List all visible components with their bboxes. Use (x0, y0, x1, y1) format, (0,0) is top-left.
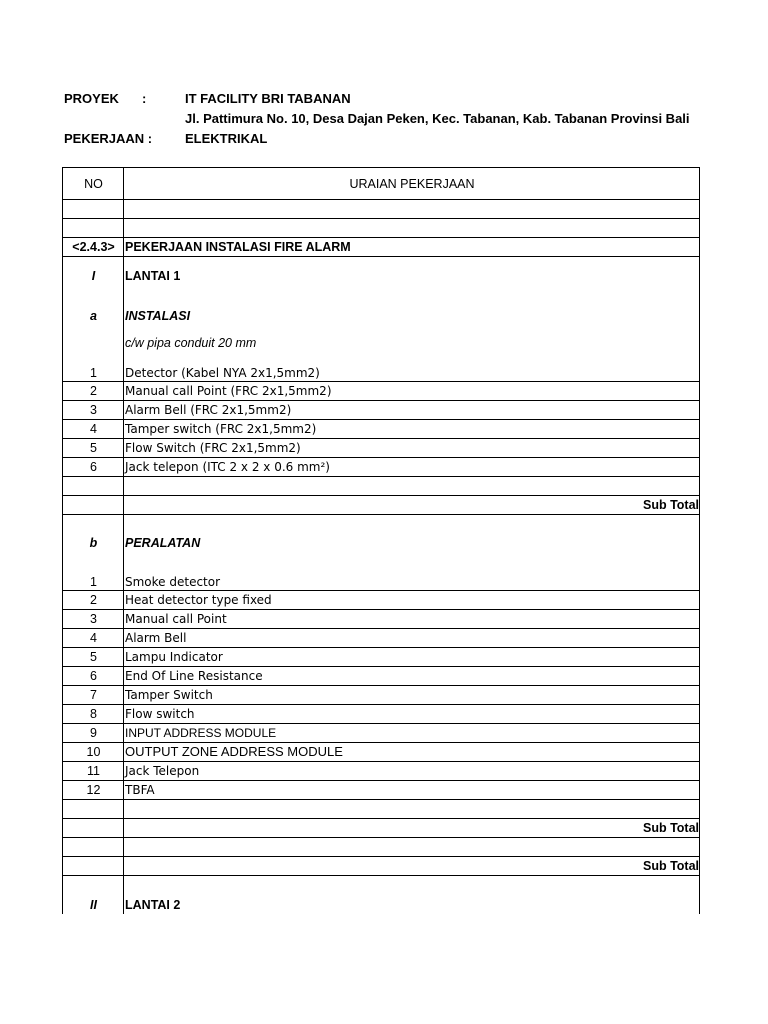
item-no: 2 (63, 382, 124, 401)
group-letter: a (63, 296, 124, 336)
item-no: 4 (63, 420, 124, 439)
table-row (63, 686, 700, 705)
subtotal-row (63, 857, 700, 876)
table-row (63, 439, 700, 458)
item-desc: Tamper switch (FRC 2x1,5mm2) (124, 420, 700, 439)
table-row (63, 705, 700, 724)
item-desc: OUTPUT ZONE ADDRESS MODULE (124, 743, 700, 762)
floor-title: LANTAI 1 (124, 257, 700, 296)
proyek-label: PROYEK (64, 91, 119, 106)
group-note: c/w pipa conduit 20 mm (124, 336, 700, 355)
item-desc: Manual call Point (124, 610, 700, 629)
group-note-row (63, 336, 700, 355)
item-no: 1 (63, 571, 124, 591)
section-code: <2.4.3> (63, 238, 124, 257)
item-no: 2 (63, 591, 124, 610)
table-row (63, 355, 700, 382)
item-desc: Flow switch (124, 705, 700, 724)
item-no: 9 (63, 724, 124, 743)
item-no: 10 (63, 743, 124, 762)
proyek-colon: : (142, 91, 147, 106)
blank-row (63, 838, 700, 857)
boq-table (62, 167, 700, 914)
section-title: PEKERJAAN INSTALASI FIRE ALARM (124, 238, 700, 257)
col-desc-header: URAIAN PEKERJAAN (124, 168, 700, 200)
item-no: 3 (63, 610, 124, 629)
item-desc: Detector (Kabel NYA 2x1,5mm2) (124, 355, 700, 382)
item-no: 11 (63, 762, 124, 781)
table-header-row (63, 168, 700, 200)
item-no: 12 (63, 781, 124, 800)
floor-number: II (63, 876, 124, 914)
pekerjaan-label: PEKERJAAN : (64, 131, 153, 146)
item-no: 4 (63, 629, 124, 648)
sub-total-label: Sub Total (124, 496, 700, 515)
section-row (63, 238, 700, 257)
item-desc: Alarm Bell (124, 629, 700, 648)
item-desc: Tamper Switch (124, 686, 700, 705)
table-row (63, 743, 700, 762)
item-desc: Heat detector type fixed (124, 591, 700, 610)
table-row (63, 382, 700, 401)
table-row (63, 458, 700, 477)
item-no: 8 (63, 705, 124, 724)
table-row (63, 610, 700, 629)
group-row (63, 296, 700, 336)
blank-row (63, 219, 700, 238)
blank-row (63, 477, 700, 496)
item-desc: TBFA (124, 781, 700, 800)
item-no: 5 (63, 439, 124, 458)
project-address: Jl. Pattimura No. 10, Desa Dajan Peken, Kec. Tabanan, Kab. Tabanan Provinsi Bali (185, 111, 690, 126)
group-letter: b (63, 515, 124, 571)
blank-row (63, 200, 700, 219)
table-row (63, 401, 700, 420)
item-no: 5 (63, 648, 124, 667)
item-desc: Manual call Point (FRC 2x1,5mm2) (124, 382, 700, 401)
table-row (63, 571, 700, 591)
table-row (63, 648, 700, 667)
table-row (63, 762, 700, 781)
subtotal-row (63, 496, 700, 515)
item-desc: Jack Telepon (124, 762, 700, 781)
sub-total-label: Sub Total (124, 857, 700, 876)
item-no: 6 (63, 458, 124, 477)
group-title: PERALATAN (124, 515, 700, 571)
item-desc: End Of Line Resistance (124, 667, 700, 686)
item-no: 3 (63, 401, 124, 420)
item-no: 7 (63, 686, 124, 705)
item-desc: Jack telepon (ITC 2 x 2 x 0.6 mm²) (124, 458, 700, 477)
table-row (63, 724, 700, 743)
table-row (63, 667, 700, 686)
item-desc: Lampu Indicator (124, 648, 700, 667)
item-no: 6 (63, 667, 124, 686)
proyek-value: IT FACILITY BRI TABANAN (185, 91, 351, 106)
floor-row (63, 257, 700, 296)
sub-total-label: Sub Total (124, 819, 700, 838)
item-no: 1 (63, 355, 124, 382)
table-row (63, 420, 700, 439)
col-no-header: NO (63, 168, 124, 200)
item-desc: INPUT ADDRESS MODULE (124, 724, 700, 743)
subtotal-row (63, 819, 700, 838)
table-row (63, 629, 700, 648)
floor-title: LANTAI 2 (124, 876, 700, 914)
table-row (63, 591, 700, 610)
group-row (63, 515, 700, 571)
item-desc: Flow Switch (FRC 2x1,5mm2) (124, 439, 700, 458)
item-desc: Smoke detector (124, 571, 700, 591)
blank-row (63, 800, 700, 819)
table-row (63, 781, 700, 800)
pekerjaan-value: ELEKTRIKAL (185, 131, 268, 146)
floor-number: I (63, 257, 124, 296)
group-title: INSTALASI (124, 296, 700, 336)
item-desc: Alarm Bell (FRC 2x1,5mm2) (124, 401, 700, 420)
floor-row (63, 876, 700, 914)
